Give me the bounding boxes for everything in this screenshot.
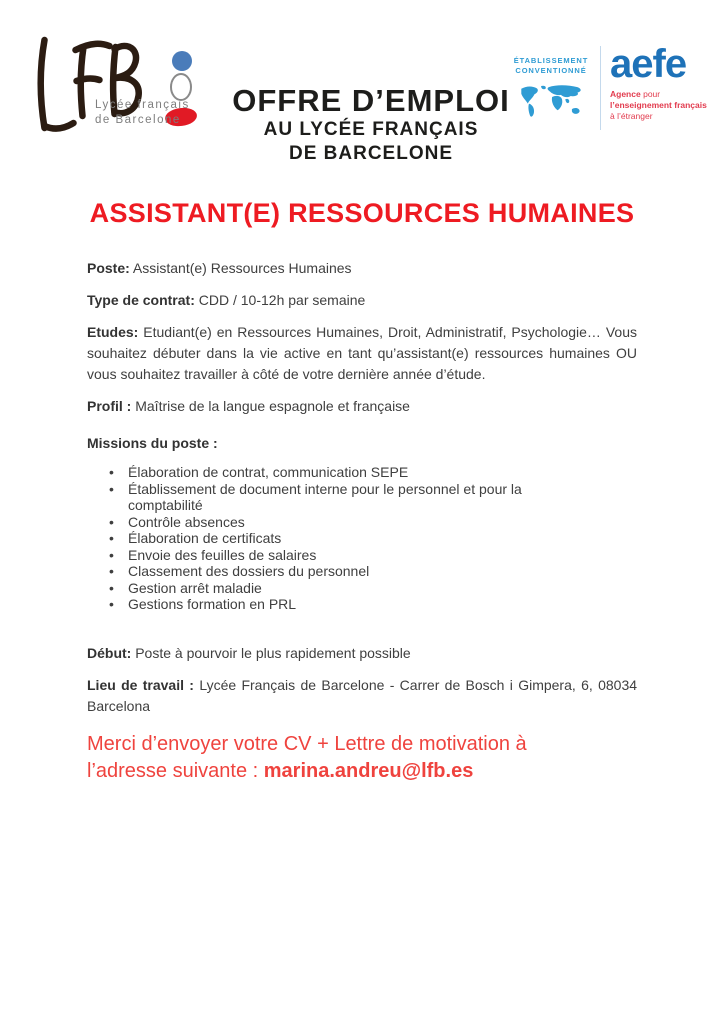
aefe-logo-block: [506, 42, 710, 130]
detail-debut: [87, 643, 637, 664]
detail-debut-value: Poste à pourvoir le plus rapidement possible: [135, 644, 411, 661]
detail-profil-value: Maîtrise de la langue espagnole et française: [135, 398, 410, 414]
mission-item: • Gestion arrêt maladie: [109, 580, 569, 597]
detail-profil: [87, 396, 637, 417]
lfb-subtitle-line1: Lycée français: [95, 99, 190, 111]
aefe-logo: [610, 42, 710, 122]
title-line1: OFFRE D’EMPLOI: [232, 83, 510, 118]
aefe-tagline-line2-text: l’enseignement français: [610, 100, 707, 110]
title-line2: AU LYCÉE FRANÇAIS: [263, 119, 479, 140]
detail-etudes-label: Etudes:: [87, 324, 139, 340]
mission-item: • Établissement de document interne pour le personnel et pour la comptabilité: [109, 481, 569, 514]
missions-heading: Missions du poste :: [87, 435, 218, 451]
detail-etudes-value: Etudiant(e) en Ressources Humaines, Droit, Administratif, Psychologie… Vous souhaitez débuter dans la vie active en tant qu’assistant(e) ressources humaines OU vous souhaitez travailler à côté de votre dernière année d’étude.: [87, 324, 637, 382]
job-title-heading: ASSISTANT(E) RESSOURCES HUMAINES: [89, 198, 635, 228]
document-header: [0, 0, 724, 176]
mission-item: • Classement des dossiers du personnel: [109, 563, 569, 580]
detail-poste: [87, 258, 637, 279]
aefe-tagline-rest: pour: [643, 89, 661, 99]
aefe-tagline-line2: [610, 100, 710, 111]
aefe-wordmark: aefe: [610, 42, 687, 86]
aefe-tagline: [610, 89, 710, 122]
missions-list: [87, 464, 569, 613]
document-title: [232, 84, 510, 166]
detail-contrat: [87, 290, 637, 311]
detail-lieu-label: Lieu de travail :: [87, 676, 194, 693]
title-line3: DE BARCELONE: [288, 143, 453, 164]
detail-profil-label: Profil :: [87, 398, 132, 414]
aefe-tagline-line1: [610, 89, 710, 100]
world-map-icon: [518, 82, 584, 122]
lfb-logo: [33, 36, 213, 146]
detail-poste-label: Poste:: [87, 260, 130, 276]
detail-lieu-value: Lycée Français de Barcelone - Carrer de Bosch i Gimpera, 6, 08034 Barcelona: [87, 676, 638, 714]
aefe-tagline-bold: Agence: [610, 89, 641, 99]
detail-contrat-value: CDD / 10-12h par semaine: [198, 292, 366, 308]
detail-debut-label: Début:: [87, 644, 132, 661]
mission-item: • Envoie des feuilles de salaires: [109, 547, 569, 564]
detail-etudes: [87, 322, 637, 385]
detail-poste-value: Assistant(e) Ressources Humaines: [132, 260, 352, 276]
detail-lieu: [87, 675, 637, 717]
mission-item: • Élaboration de contrat, communication SEPE: [109, 464, 569, 481]
badge-line2: CONVENTIONNÉ: [515, 66, 587, 75]
badge-text: [506, 56, 596, 76]
mission-item: • Élaboration de certificats: [109, 530, 569, 547]
closing-text: Merci d’envoyer votre CV + Lettre de motivation à l’adresse suivante :: [87, 732, 527, 782]
mission-item: • Gestions formation en PRL: [109, 596, 569, 613]
conventionne-badge: [506, 46, 596, 127]
document-body: [0, 258, 724, 785]
mission-item: • Contrôle absences: [109, 514, 569, 531]
badge-line1: ÉTABLISSEMENT: [513, 56, 589, 65]
detail-contrat-label: Type de contrat:: [87, 292, 195, 308]
aefe-tagline-line3: à l’étranger: [610, 111, 653, 121]
closing-call-to-action: [87, 731, 597, 785]
contact-email-link[interactable]: marina.andreu@lfb.es: [263, 759, 474, 782]
lfb-subtitle-line2: de Barcelone: [95, 114, 181, 126]
lfb-subtitle: [95, 98, 190, 128]
aefe-divider: [600, 46, 601, 130]
